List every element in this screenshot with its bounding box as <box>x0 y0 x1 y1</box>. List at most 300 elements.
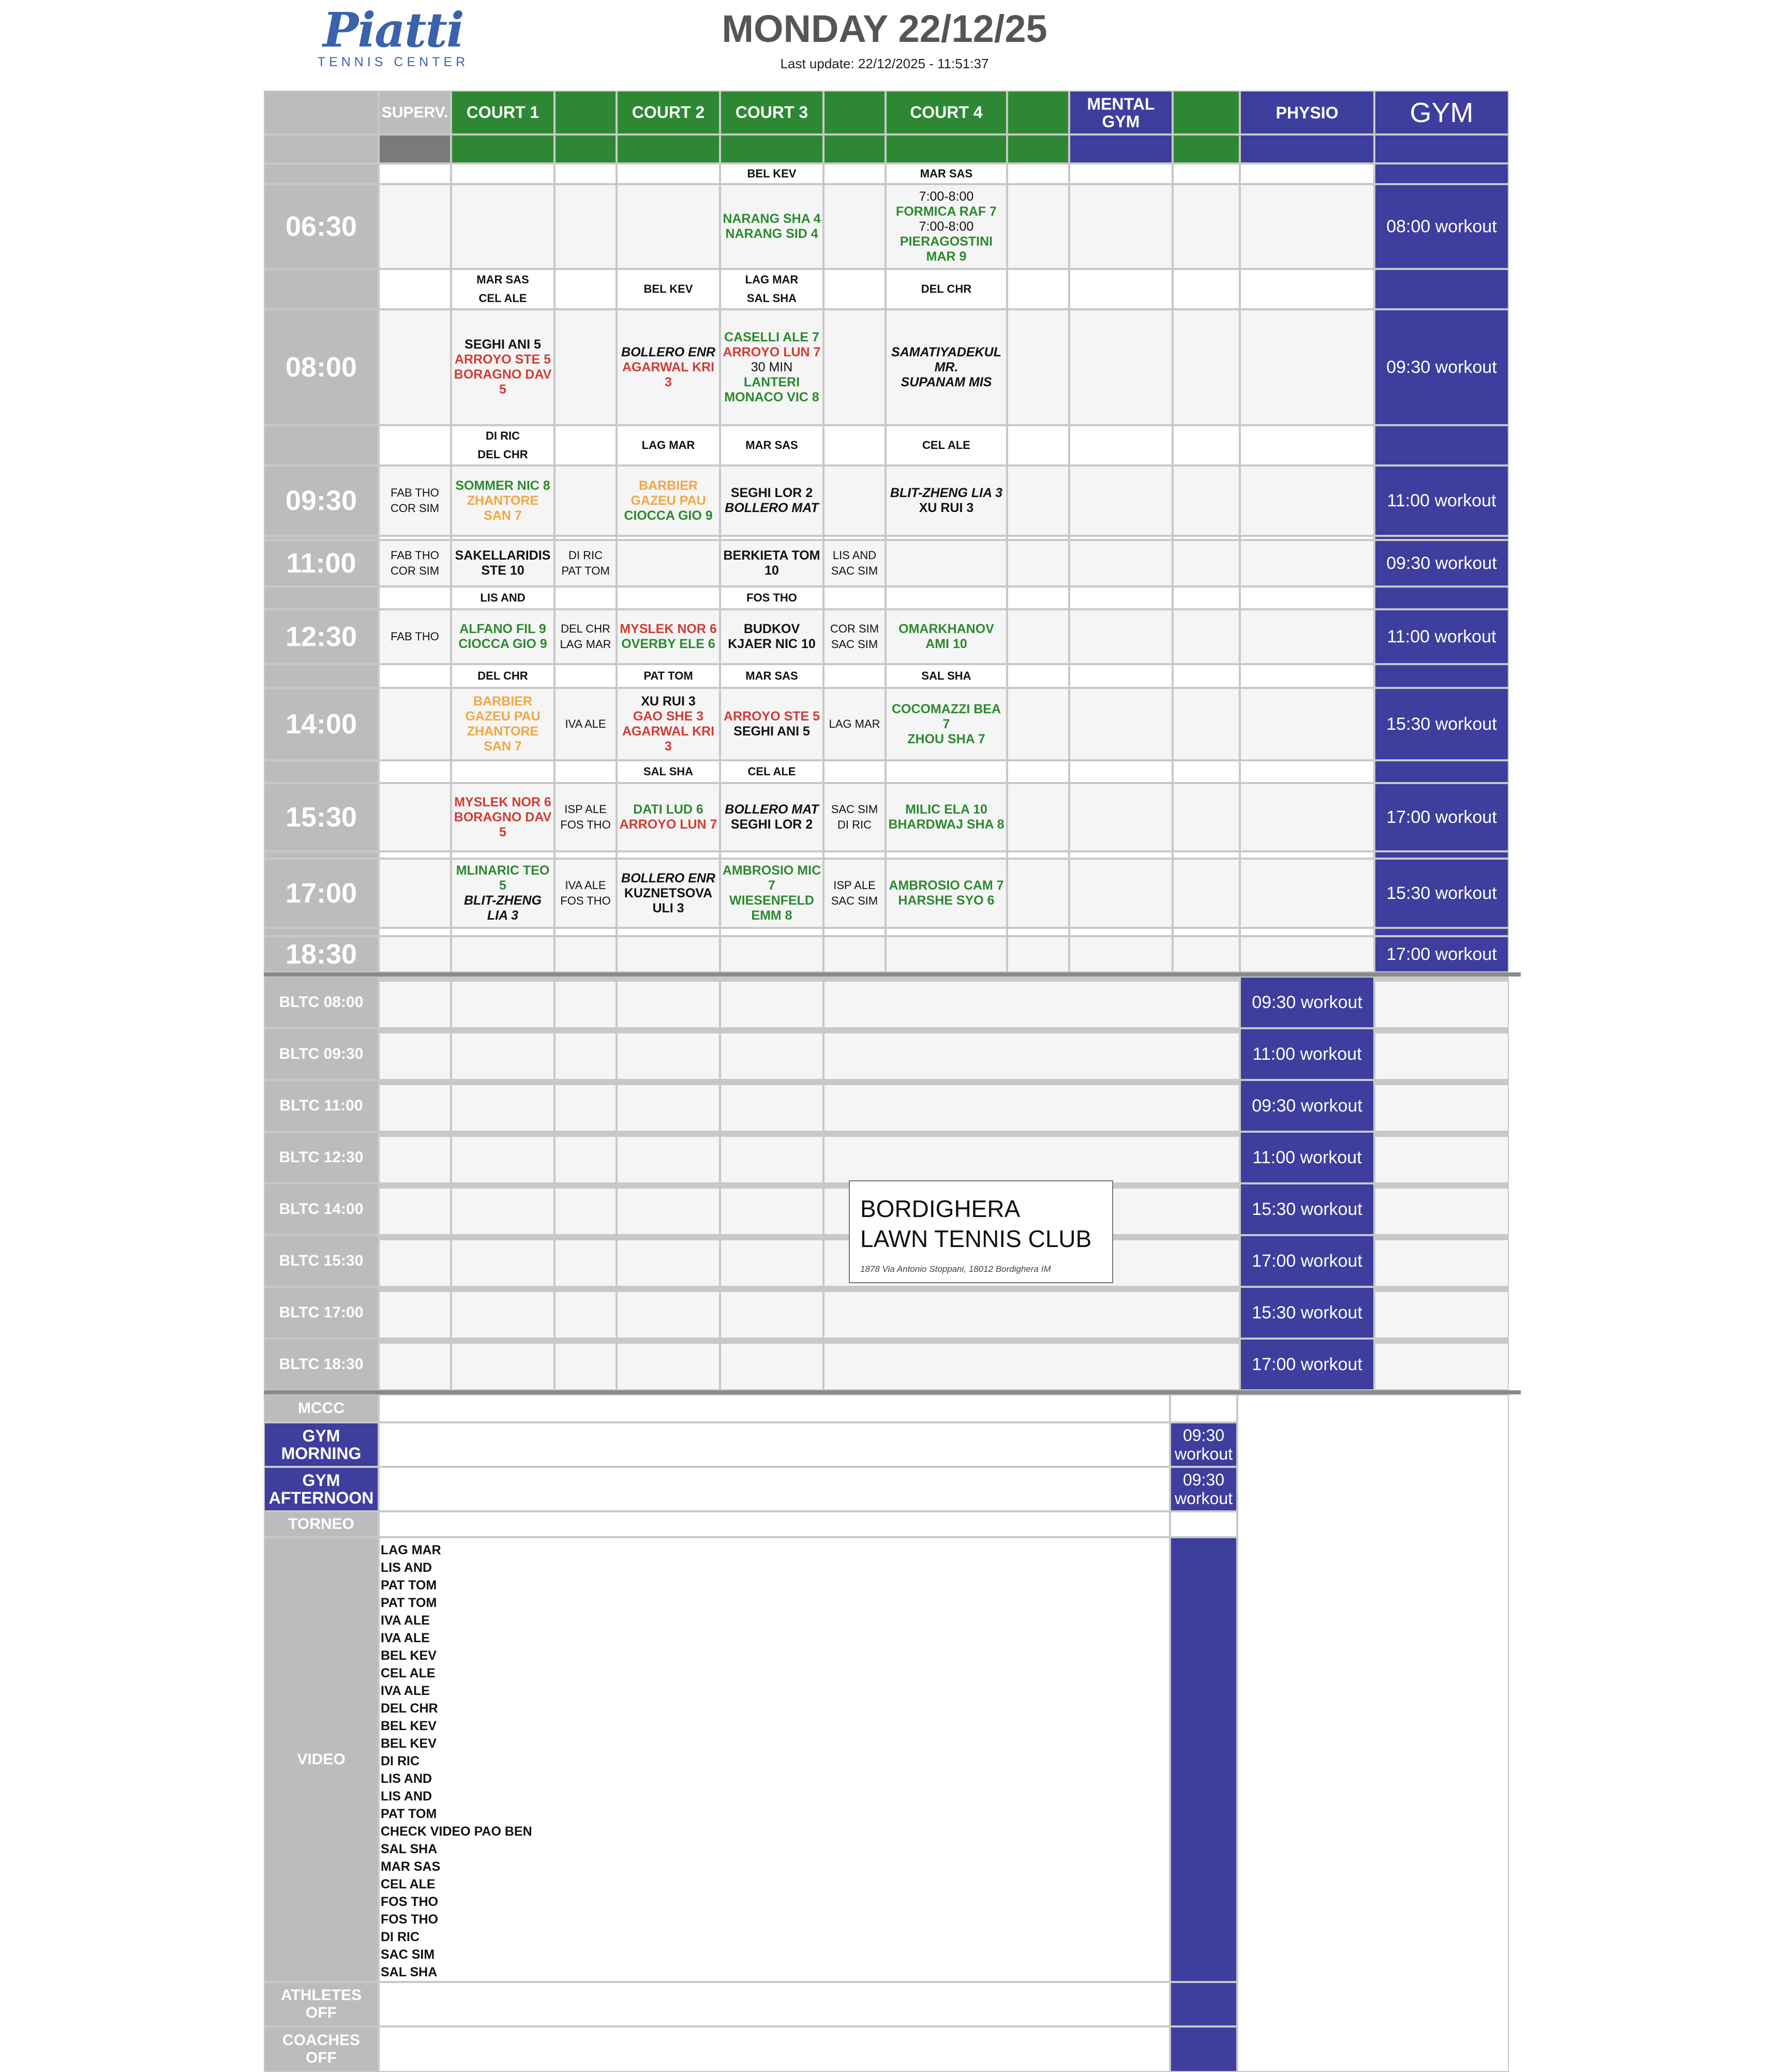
subheader-c1x <box>554 134 617 163</box>
bltc-slot[interactable] <box>379 1287 451 1339</box>
slot-cell-mgx[interactable] <box>1173 466 1240 536</box>
slot-cell-ph[interactable] <box>1240 609 1374 664</box>
gym-workout-text: 08:00 workout <box>1386 216 1497 236</box>
player-name: ARROYO STE 5 <box>723 709 820 724</box>
slot-cell-sup[interactable] <box>379 466 451 536</box>
bltc-physio-workout[interactable] <box>1240 1132 1374 1183</box>
gym-workout[interactable] <box>1374 688 1509 760</box>
player-name: XU RUI 3 <box>919 501 974 515</box>
slot-cell-c4[interactable] <box>886 184 1007 269</box>
slot-cell-c2[interactable] <box>617 783 720 851</box>
bltc-slot[interactable] <box>451 977 554 1028</box>
slot-cell-c3[interactable] <box>720 609 823 664</box>
supervisor-cell-gym <box>1374 587 1509 609</box>
bltc-slot[interactable] <box>720 1235 823 1287</box>
video-entry: DI RIC <box>381 1754 419 1768</box>
bltc-physio-workout[interactable] <box>1240 977 1374 1028</box>
slot-cell-c3[interactable] <box>720 540 823 587</box>
slot-cell-c3x[interactable] <box>823 309 886 425</box>
video-entry: PAT TOM <box>381 1578 437 1593</box>
supervisor-cell-t <box>264 760 379 783</box>
bltc-physio-workout[interactable] <box>1240 1080 1374 1132</box>
gym-workout-text: 11:00 workout <box>1387 490 1496 511</box>
bltc-slot[interactable] <box>823 1028 1240 1080</box>
supervisor-cell-c1 <box>451 269 554 309</box>
supervisor-cell-c3x <box>823 760 886 783</box>
player-name: MYSLEK NOR 6 <box>620 622 717 636</box>
player-name: PIERAGOSTINI MAR 9 <box>900 234 993 264</box>
gym-morning-label <box>264 1422 379 1467</box>
slot-cell-ph[interactable] <box>1240 540 1374 587</box>
player-name: DI RIC <box>837 818 872 831</box>
bltc-slot[interactable] <box>554 1183 617 1235</box>
bltc-physio-workout[interactable] <box>1240 1028 1374 1080</box>
player-name: NARANG SID 4 <box>725 227 818 241</box>
supervisor-cell-mgx <box>1173 425 1240 466</box>
gap1700-ph <box>1240 851 1374 859</box>
supervisor-cell-gym <box>1374 163 1509 184</box>
bltc-slot[interactable] <box>617 1080 720 1132</box>
bltc-slot[interactable] <box>554 1080 617 1132</box>
player-name: AMBROSIO CAM 7 <box>889 878 1004 893</box>
supervisor-cell-c3 <box>720 664 823 688</box>
slot-cell-c3x[interactable] <box>823 540 886 587</box>
slot-cell-c4x[interactable] <box>1007 936 1069 972</box>
supervisor-cell-gym <box>1374 664 1509 688</box>
supervisor-cell-c4 <box>886 425 1007 466</box>
gap1100-c3 <box>720 536 823 540</box>
mccc-content[interactable] <box>379 1394 1170 1422</box>
supervisor-name: MAR SAS <box>476 273 529 286</box>
bltc-slot[interactable] <box>617 1235 720 1287</box>
slot-cell-mg[interactable] <box>1069 859 1173 928</box>
slot-cell-c4x[interactable] <box>1007 540 1069 587</box>
video-entry: SAC SIM <box>381 1947 435 1962</box>
slot-cell-sup[interactable] <box>379 936 451 972</box>
slot-cell-ph[interactable] <box>1240 466 1374 536</box>
slot-cell-mgx[interactable] <box>1173 540 1240 587</box>
player-name: BERKIETA TOM 10 <box>723 548 820 578</box>
slot-cell-mgx[interactable] <box>1173 309 1240 425</box>
player-name: ALFANO FIL 9 <box>459 622 546 636</box>
slot-cell-mg[interactable] <box>1069 936 1173 972</box>
bltc-time-label <box>264 1132 379 1183</box>
slot-cell-c4[interactable] <box>886 783 1007 851</box>
slot-cell-c1[interactable] <box>451 540 554 587</box>
gym-workout-text: 09:30 workout <box>1386 357 1497 377</box>
gym-morning-side[interactable] <box>1170 1422 1237 1467</box>
supervisor-cell-c3 <box>720 269 823 309</box>
bltc-slot[interactable] <box>823 977 1240 1028</box>
bltc-slot[interactable] <box>720 1028 823 1080</box>
supervisor-cell-c2 <box>617 760 720 783</box>
bltc-physio-workout[interactable] <box>1240 1235 1374 1287</box>
slot-cell-ph[interactable] <box>1240 688 1374 760</box>
slot-cell-c3x[interactable] <box>823 783 886 851</box>
slot-cell-c1x[interactable] <box>554 540 617 587</box>
gap1100-mg <box>1069 536 1173 540</box>
slot-cell-sup[interactable] <box>379 540 451 587</box>
supervisor-cell-c4x <box>1007 163 1069 184</box>
slot-cell-c1x[interactable] <box>554 859 617 928</box>
player-name: BORAGNO DAV 5 <box>454 367 552 397</box>
player-name: ISP ALE <box>564 803 607 816</box>
supervisor-name: DI RIC <box>486 429 520 442</box>
slot-cell-ph[interactable] <box>1240 783 1374 851</box>
gym-workout[interactable] <box>1374 540 1509 587</box>
bltc-slot[interactable] <box>823 1080 1240 1132</box>
supervisor-cell-mg <box>1069 269 1173 309</box>
slot-cell-c1[interactable] <box>451 688 554 760</box>
bltc-slot[interactable] <box>451 1183 554 1235</box>
bltc-time-label <box>264 977 379 1028</box>
slot-cell-c1x[interactable] <box>554 783 617 851</box>
bltc-physio-workout[interactable] <box>1240 1339 1374 1390</box>
bltc-slot[interactable] <box>823 1339 1240 1390</box>
player-name: COR SIM <box>830 622 879 635</box>
slot-cell-c2[interactable] <box>617 309 720 425</box>
bltc-slot[interactable] <box>451 1235 554 1287</box>
slot-cell-c4[interactable] <box>886 466 1007 536</box>
supervisor-cell-mgx <box>1173 664 1240 688</box>
slot-cell-c4x[interactable] <box>1007 309 1069 425</box>
player-name: ARROYO STE 5 <box>454 352 551 367</box>
gym-workout[interactable] <box>1374 309 1509 425</box>
slot-cell-mgx[interactable] <box>1173 783 1240 851</box>
slot-cell-c4[interactable] <box>886 309 1007 425</box>
player-name: LANTERI MONACO VIC 8 <box>724 374 819 404</box>
bltc-gym-cell <box>1374 1080 1509 1132</box>
bltc-slot[interactable] <box>451 1132 554 1183</box>
player-name: BOLLERO ENR <box>621 870 715 885</box>
bltc-slot[interactable] <box>379 1235 451 1287</box>
slot-cell-sup[interactable] <box>379 859 451 928</box>
slot-cell-mg[interactable] <box>1069 184 1173 269</box>
bltc-slot[interactable] <box>451 1287 554 1339</box>
gym-workout[interactable] <box>1374 184 1509 269</box>
gym-afternoon-content[interactable] <box>379 1467 1170 1511</box>
slot-cell-sup[interactable] <box>379 184 451 269</box>
gym-afternoon-side[interactable] <box>1170 1467 1237 1511</box>
slot-cell-mg[interactable] <box>1069 609 1173 664</box>
slot-cell-mg[interactable] <box>1069 783 1173 851</box>
slot-cell-c1[interactable] <box>451 936 554 972</box>
supervisor-name: SAL SHA <box>921 669 971 682</box>
gap1830-sup <box>379 928 451 936</box>
athletes-off-content[interactable] <box>379 1982 1170 2026</box>
bltc-slot[interactable] <box>720 1339 823 1390</box>
torneo-content[interactable] <box>379 1511 1170 1537</box>
player-name: COR SIM <box>390 502 440 515</box>
slot-cell-c3x[interactable] <box>823 184 886 269</box>
bltc-slot[interactable] <box>451 1028 554 1080</box>
player-name: BLIT-ZHENG LIA 3 <box>464 893 542 923</box>
slot-cell-sup[interactable] <box>379 688 451 760</box>
gym-morning-content[interactable] <box>379 1422 1170 1467</box>
video-entry: SAL SHA <box>381 1965 438 1979</box>
slot-cell-c3[interactable] <box>720 309 823 425</box>
slot-cell-c2[interactable] <box>617 936 720 972</box>
player-name: SAKELLARIDIS STE 10 <box>455 548 551 578</box>
bltc-slot[interactable] <box>617 1287 720 1339</box>
subheader-superv <box>379 134 451 163</box>
gap1830-c3x <box>823 928 886 936</box>
subheader-time <box>264 134 379 163</box>
bltc-slot[interactable] <box>720 1132 823 1183</box>
slot-cell-c1[interactable] <box>451 466 554 536</box>
slot-cell-c1x[interactable] <box>554 688 617 760</box>
supervisor-cell-ph <box>1240 760 1374 783</box>
slot-cell-ph[interactable] <box>1240 859 1374 928</box>
bltc-physio-text: 17:00 workout <box>1252 1251 1362 1271</box>
slot-cell-c3x[interactable] <box>823 609 886 664</box>
bltc-time-label <box>264 1028 379 1080</box>
slot-cell-sup[interactable] <box>379 309 451 425</box>
player-name: SAC SIM <box>831 803 878 816</box>
gap1830-t <box>264 928 379 936</box>
slot-cell-c1[interactable] <box>451 859 554 928</box>
slot-cell-c1x[interactable] <box>554 184 617 269</box>
supervisor-cell-t <box>264 587 379 609</box>
bltc-slot[interactable] <box>617 1028 720 1080</box>
video-list[interactable] <box>379 1537 1170 1982</box>
bltc-time-text: BLTC 12:30 <box>279 1149 364 1166</box>
time-text: 14:00 <box>285 708 357 740</box>
gym-workout-text: 09:30 workout <box>1386 553 1497 573</box>
bltc-slot[interactable] <box>554 1132 617 1183</box>
slot-cell-c3[interactable] <box>720 936 823 972</box>
supervisor-name: DEL CHR <box>921 282 972 295</box>
gap1100-c4x <box>1007 536 1069 540</box>
gym-workout[interactable] <box>1374 609 1509 664</box>
bltc-slot[interactable] <box>379 1080 451 1132</box>
bltc-slot[interactable] <box>617 977 720 1028</box>
supervisor-cell-c1x <box>554 425 617 466</box>
supervisor-cell-c2 <box>617 269 720 309</box>
video-entry: DEL CHR <box>381 1701 438 1716</box>
coaches-off-content[interactable] <box>379 2026 1170 2072</box>
slot-cell-mgx[interactable] <box>1173 609 1240 664</box>
slot-cell-c2[interactable] <box>617 466 720 536</box>
slot-cell-c4[interactable] <box>886 540 1007 587</box>
slot-cell-mg[interactable] <box>1069 309 1173 425</box>
bltc-slot[interactable] <box>451 1080 554 1132</box>
bltc-physio-text: 15:30 workout <box>1252 1302 1362 1323</box>
slot-cell-c1x[interactable] <box>554 466 617 536</box>
bltc-slot[interactable] <box>617 1339 720 1390</box>
slot-cell-c1x[interactable] <box>554 609 617 664</box>
bltc-slot[interactable] <box>823 1132 1240 1183</box>
slot-cell-c3x[interactable] <box>823 466 886 536</box>
bltc-slot[interactable] <box>720 977 823 1028</box>
bltc-gym-cell <box>1374 1028 1509 1080</box>
slot-cell-ph[interactable] <box>1240 309 1374 425</box>
slot-cell-c2[interactable] <box>617 184 720 269</box>
slot-cell-c3x[interactable] <box>823 859 886 928</box>
bltc-slot[interactable] <box>554 1235 617 1287</box>
slot-cell-c2[interactable] <box>617 688 720 760</box>
bltc-slot[interactable] <box>379 977 451 1028</box>
slot-cell-c4[interactable] <box>886 609 1007 664</box>
slot-cell-c4x[interactable] <box>1007 609 1069 664</box>
slot-cell-mgx[interactable] <box>1173 688 1240 760</box>
gap1830-c3 <box>720 928 823 936</box>
banner-line2: LAWN TENNIS CLUB <box>860 1225 1092 1252</box>
piatti-logo <box>310 2 476 69</box>
time-label <box>264 466 379 536</box>
slot-cell-c4x[interactable] <box>1007 184 1069 269</box>
slot-cell-c3[interactable] <box>720 859 823 928</box>
bltc-slot[interactable] <box>554 1287 617 1339</box>
slot-cell-mgx[interactable] <box>1173 859 1240 928</box>
supervisor-cell-c1x <box>554 587 617 609</box>
slot-cell-c2[interactable] <box>617 540 720 587</box>
gym-workout[interactable] <box>1374 936 1509 972</box>
slot-cell-c4x[interactable] <box>1007 859 1069 928</box>
bltc-slot[interactable] <box>379 1132 451 1183</box>
bltc-time-label <box>264 1080 379 1132</box>
bltc-slot[interactable] <box>720 1287 823 1339</box>
supervisor-cell-ph <box>1240 664 1374 688</box>
supervisor-cell-mg <box>1069 163 1173 184</box>
supervisor-name: CEL ALE <box>922 439 970 452</box>
slot-cell-c4x[interactable] <box>1007 783 1069 851</box>
gap1100-mgx <box>1173 536 1240 540</box>
supervisor-cell-sup <box>379 587 451 609</box>
player-name: SAC SIM <box>831 894 878 907</box>
slot-cell-c3x[interactable] <box>823 688 886 760</box>
gym-afternoon-label <box>264 1467 379 1511</box>
supervisor-cell-c1 <box>451 664 554 688</box>
slot-cell-c4[interactable] <box>886 688 1007 760</box>
player-name: MILIC ELA 10 <box>905 802 987 817</box>
video-entry: CEL ALE <box>381 1666 436 1680</box>
slot-cell-sup[interactable] <box>379 783 451 851</box>
bltc-slot[interactable] <box>379 1183 451 1235</box>
gap1700-mg <box>1069 851 1173 859</box>
slot-cell-c3[interactable] <box>720 783 823 851</box>
bltc-slot[interactable] <box>823 1287 1240 1339</box>
slot-cell-c4[interactable] <box>886 859 1007 928</box>
bltc-slot[interactable] <box>554 977 617 1028</box>
slot-cell-c1x[interactable] <box>554 936 617 972</box>
gap1830-gym <box>1374 928 1509 936</box>
bltc-slot[interactable] <box>554 1028 617 1080</box>
video-entry: FOS THO <box>381 1912 439 1927</box>
bltc-physio-workout[interactable] <box>1240 1287 1374 1339</box>
bltc-slot[interactable] <box>451 1339 554 1390</box>
player-name: BHARDWAJ SHA 8 <box>888 817 1005 832</box>
gap1830-c1 <box>451 928 554 936</box>
gap1700-c4x <box>1007 851 1069 859</box>
mccc-side <box>1170 1394 1237 1422</box>
supervisor-cell-c3x <box>823 163 886 184</box>
slot-cell-c4x[interactable] <box>1007 688 1069 760</box>
supervisor-cell-mg <box>1069 587 1173 609</box>
athletes-off-side <box>1170 1982 1237 2026</box>
supervisor-cell-sup <box>379 425 451 466</box>
bltc-gym-cell <box>1374 1339 1509 1390</box>
bltc-slot[interactable] <box>617 1132 720 1183</box>
slot-cell-mg[interactable] <box>1069 688 1173 760</box>
bltc-slot[interactable] <box>720 1080 823 1132</box>
slot-cell-c4x[interactable] <box>1007 466 1069 536</box>
slot-cell-sup[interactable] <box>379 609 451 664</box>
bltc-slot[interactable] <box>379 1028 451 1080</box>
player-name: SEGHI ANI 5 <box>464 337 541 352</box>
video-entry: CEL ALE <box>381 1877 436 1891</box>
slot-cell-mgx[interactable] <box>1173 936 1240 972</box>
slot-cell-c4[interactable] <box>886 936 1007 972</box>
slot-cell-mg[interactable] <box>1069 466 1173 536</box>
player-name: PAT TOM <box>561 564 610 577</box>
slot-cell-mg[interactable] <box>1069 540 1173 587</box>
bltc-slot[interactable] <box>720 1183 823 1235</box>
bltc-time-text: BLTC 14:00 <box>279 1200 364 1218</box>
bltc-physio-text: 11:00 workout <box>1252 1044 1362 1064</box>
supervisor-cell-c3x <box>823 425 886 466</box>
slot-cell-ph[interactable] <box>1240 936 1374 972</box>
slot-cell-c2[interactable] <box>617 859 720 928</box>
gap1700-c3x <box>823 851 886 859</box>
subheader-c1 <box>451 134 554 163</box>
time-text: 08:00 <box>285 351 357 383</box>
court4-header-label: COURT 4 <box>910 103 983 122</box>
section-divider <box>264 972 1521 977</box>
slot-cell-c3[interactable] <box>720 466 823 536</box>
player-name: CASELLI ALE 7 <box>724 329 819 344</box>
time-label <box>264 309 379 425</box>
gym-workout[interactable] <box>1374 783 1509 851</box>
gym-workout[interactable] <box>1374 859 1509 928</box>
slot-cell-mgx[interactable] <box>1173 184 1240 269</box>
time-header <box>264 91 379 134</box>
player-name: BARBIER GAZEU PAU <box>631 478 706 508</box>
player-name: IVA ALE <box>565 717 606 730</box>
video-label-text: VIDEO <box>297 1751 346 1768</box>
supervisor-cell-c3 <box>720 587 823 609</box>
supervisor-cell-c4 <box>886 664 1007 688</box>
slot-cell-c3x[interactable] <box>823 936 886 972</box>
slot-cell-c3[interactable] <box>720 688 823 760</box>
gap1830-mgx <box>1173 928 1240 936</box>
supervisor-cell-c2 <box>617 664 720 688</box>
slot-cell-c3[interactable] <box>720 184 823 269</box>
video-entry: MAR SAS <box>381 1859 441 1874</box>
gym-workout[interactable] <box>1374 466 1509 536</box>
bltc-slot[interactable] <box>554 1339 617 1390</box>
bltc-slot[interactable] <box>617 1183 720 1235</box>
last-update: Last update: 22/12/2025 - 11:51:37 <box>780 56 989 71</box>
slot-cell-ph[interactable] <box>1240 184 1374 269</box>
subheader-c4 <box>886 134 1007 163</box>
slot-cell-c1x[interactable] <box>554 309 617 425</box>
slot-cell-c1[interactable] <box>451 184 554 269</box>
slot-cell-c2[interactable] <box>617 609 720 664</box>
torneo-label <box>264 1511 379 1537</box>
bltc-slot[interactable] <box>379 1339 451 1390</box>
player-name: ARROYO LUN 7 <box>723 344 821 359</box>
slot-cell-c1[interactable] <box>451 309 554 425</box>
bltc-physio-workout[interactable] <box>1240 1183 1374 1235</box>
player-name: ZHANTORE SAN 7 <box>467 493 539 523</box>
supervisor-cell-t <box>264 269 379 309</box>
supervisor-cell-ph <box>1240 425 1374 466</box>
bltc-gym-cell <box>1374 1183 1509 1235</box>
slot-cell-c1[interactable] <box>451 609 554 664</box>
supervisor-cell-c4x <box>1007 269 1069 309</box>
slot-cell-c1[interactable] <box>451 783 554 851</box>
